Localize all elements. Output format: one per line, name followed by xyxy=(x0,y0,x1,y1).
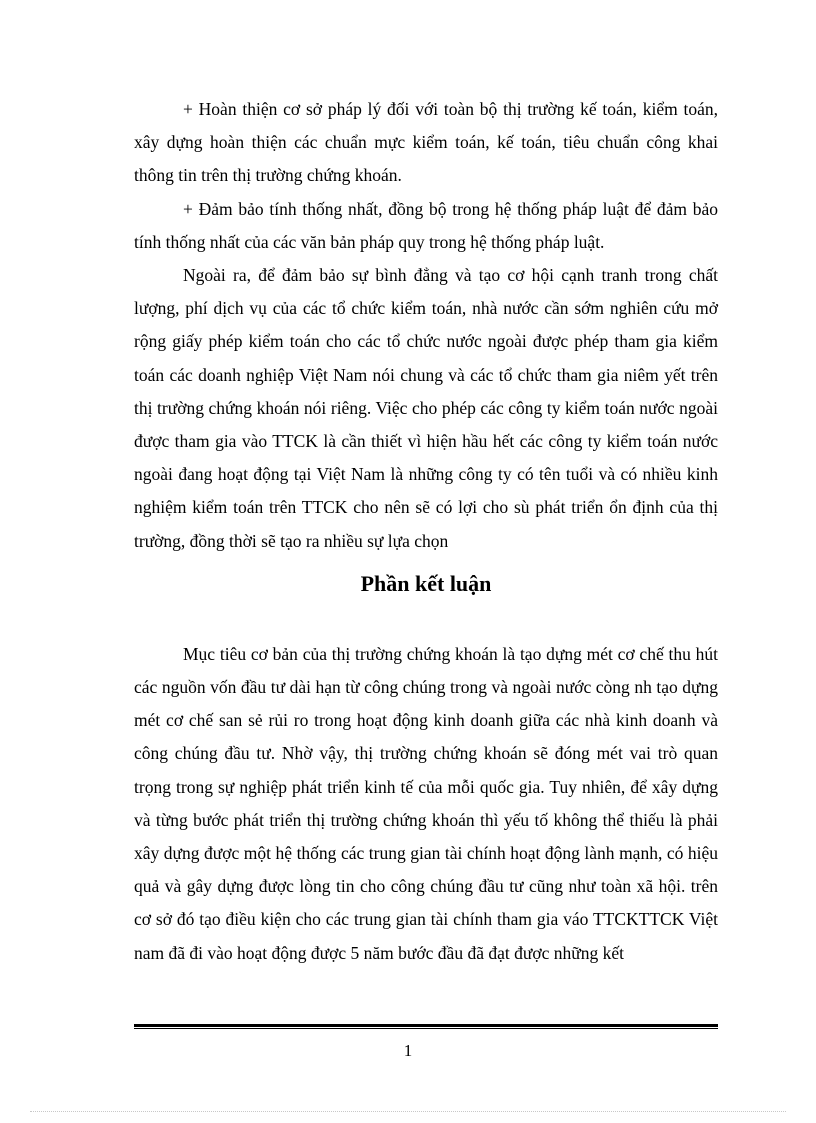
paragraph-consistency: + Đảm bảo tính thống nhất, đồng bộ trong hệ thống pháp luật để đảm bảo tính thống nhất của các văn bản pháp quy trong hệ thống pháp luật. xyxy=(134,198,718,252)
document-body xyxy=(134,93,718,970)
heading-spacer xyxy=(134,602,718,638)
section-heading: Phần kết luận xyxy=(360,570,492,596)
paragraph-foreign-audit: Ngoài ra, để đảm bảo sự bình đẳng và tạo cơ hội cạnh tranh trong chất lượng, phí dịch vụ của các tổ chức kiểm toán, nhà nước cần sớm nghiên cứu mở rộng giấy phép kiểm toán cho các tổ chức nước ngoài được phép tham gia kiểm toán các doanh nghiệp Việt Nam nói chung và các tổ chức tham gia niêm yết trên thị trường chứng khoán nói riêng. Việc cho phép các công ty kiểm toán nước ngoài được tham gia vào TTCK là cần thiết vì hiện hầu hết các công ty kiểm toán nước ngoài đang hoạt động tại Việt Nam là những công ty có tên tuổi và có nhiều kinh nghiệm kiểm toán trên TTCK cho nên sẽ có lợi cho sù phát triển ổn định của thị trường, đồng thời sẽ tạo ra nhiều sự lựa chọn xyxy=(134,265,718,551)
paragraph-conclusion: Mục tiêu cơ bản của thị trường chứng khoán là tạo dựng mét cơ chế thu hút các nguồn vốn đầu tư dài hạn từ công chúng trong và ngoài nước còng nh tạo dựng mét cơ chế san sẻ rủi ro trong hoạt động kinh doanh giữa các nhà kinh doanh và công chúng đầu tư. Nhờ vậy, thị trường chứng khoán sẽ đóng mét vai trò quan trọng trong sự nghiệp phát triển kinh tế của mỗi quốc gia. Tuy nhiên, để xây dựng và từng bước phát triển thị trường chứng khoán thì yếu tố không thể thiếu là phải xây dựng được một hệ thống các trung gian tài chính hoạt động lành mạnh, có hiệu quả và gây dựng được lòng tin cho công chúng đầu tư cũng như toàn xã hội. trên cơ sở đó tạo điều kiện cho các trung gian tài chính tham gia váo TTCKTTCK Việt nam đã đi vào hoạt động được 5 năm bước đầu đã đạt được những kết xyxy=(134,643,718,963)
paragraph-legal-framework: + Hoàn thiện cơ sở pháp lý đối với toàn bộ thị trường kế toán, kiểm toán, xây dựng hoàn thiện các chuẩn mực kiểm toán, kế toán, tiêu chuẩn công khai thông tin trên thị trường chứng khoán. xyxy=(134,99,718,186)
page-number: 1 xyxy=(403,1041,413,1060)
page-bottom-dotted-line xyxy=(30,1111,786,1112)
footer-rule xyxy=(134,1024,718,1029)
